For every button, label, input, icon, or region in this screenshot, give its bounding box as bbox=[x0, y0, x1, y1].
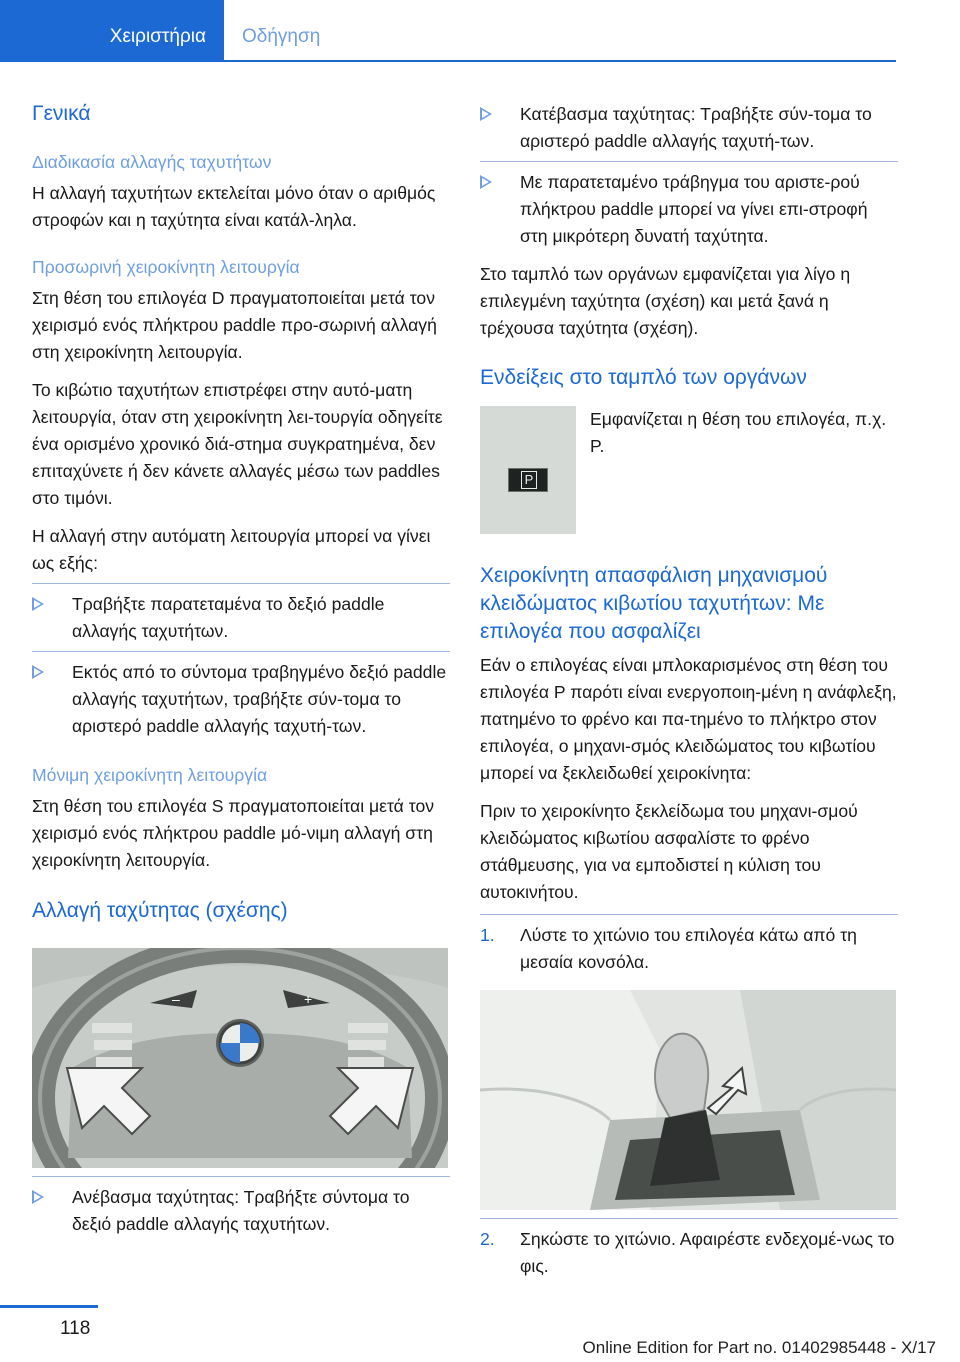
triangle-bullet-icon bbox=[32, 665, 44, 679]
heading-manual-unlock: Χειροκίνητη απασφάλιση μηχανισμού κλειδώματος κιβωτίου ταχυτήτων: Με επιλογέα που ασφαλίζει bbox=[480, 564, 828, 643]
paragraph-permanent: Στη θέση του επιλογέα S πραγματοποιείται μετά τον χειρισμό ενός πλήκτρου paddle μό-νιμη αλλαγή στη χειροκίνητη λειτουργία. bbox=[32, 796, 435, 870]
step-item bbox=[480, 1226, 898, 1280]
paddle-minus-label: – bbox=[172, 991, 180, 1007]
left-column bbox=[32, 92, 450, 1238]
paragraph-indicators: Εμφανίζεται η θέση του επιλογέα, π.χ. P. bbox=[590, 409, 887, 456]
step-item bbox=[480, 922, 898, 976]
list-item bbox=[480, 169, 898, 250]
list-separator bbox=[32, 651, 450, 652]
heading-permanent-manual: Μόνιμη χειροκίνητη λειτουργία bbox=[32, 765, 268, 785]
gear-indicator-box bbox=[508, 468, 548, 492]
heading-general: Γενικά bbox=[32, 102, 91, 125]
list-item bbox=[32, 591, 450, 645]
indicator-block bbox=[480, 406, 898, 534]
list-separator bbox=[32, 1176, 450, 1177]
paragraph-procedure: Η αλλαγή ταχυτήτων εκτελείται μόνο όταν ο αριθμός στροφών και η ταχύτητα είναι κατάλ-ληλα. bbox=[32, 183, 436, 230]
list-item-text: Ανέβασμα ταχύτητας: Τραβήξτε σύντομα το δεξιό paddle αλλαγής ταχυτήτων. bbox=[72, 1187, 410, 1234]
step-text: Σηκώστε το χιτώνιο. Αφαιρέστε ενδεχομέ-νως το φις. bbox=[520, 1229, 895, 1276]
gear-selector-illustration bbox=[480, 990, 896, 1210]
triangle-bullet-icon bbox=[480, 107, 492, 121]
list-item bbox=[480, 101, 898, 155]
paddle-plus-label: + bbox=[304, 991, 313, 1007]
step-text: Λύστε το χιτώνιο του επιλογέα κάτω από τη μεσαία κονσόλα. bbox=[520, 925, 857, 972]
heading-temporary-manual: Προσωρινή χειροκίνητη λειτουργία bbox=[32, 257, 300, 277]
heading-indicators: Ενδείξεις στο ταμπλό των οργάνων bbox=[480, 366, 807, 389]
steering-wheel-illustration bbox=[32, 948, 448, 1168]
heading-gear-change: Αλλαγή ταχύτητας (σχέσης) bbox=[32, 899, 288, 922]
list-item bbox=[32, 659, 450, 740]
paragraph-unlock-2: Πριν το χειροκίνητο ξεκλείδωμα του μηχανι-σμού κλειδώματος κιβωτίου ασφαλίστε το φρένο στάθμευσης, για να εμποδιστεί η κύλιση του αυτοκινήτου. bbox=[480, 801, 858, 902]
indicator-image bbox=[480, 406, 576, 534]
paragraph-temporary-3: Η αλλαγή στην αυτόματη λειτουργία μπορεί να γίνει ως εξής: bbox=[32, 526, 431, 573]
tab-controls[interactable] bbox=[0, 0, 224, 62]
edition-note: Online Edition for Part no. 01402985448 - X/17 bbox=[582, 1338, 936, 1357]
triangle-bullet-icon bbox=[32, 1190, 44, 1204]
header-bar bbox=[0, 0, 960, 62]
triangle-bullet-icon bbox=[32, 597, 44, 611]
list-separator bbox=[32, 583, 450, 584]
steering-wheel-image bbox=[32, 948, 448, 1168]
heading-procedure: Διαδικασία αλλαγής ταχυτήτων bbox=[32, 152, 272, 172]
paragraph-unlock-1: Εάν ο επιλογέας είναι μπλοκαρισμένος στη θέση του επιλογέα P παρότι είναι ενεργοποιη-μένη η ανάφλεξη, πατημένο το φρένο και πα-τημένο το πλήκτρο στον επιλογέα, ο μηχανι-σμός κλειδώματος του κιβωτίου μπορεί να ξεκλειδωθεί χειροκίνητα: bbox=[480, 655, 897, 783]
list-separator bbox=[480, 1218, 898, 1219]
triangle-bullet-icon bbox=[480, 175, 492, 189]
list-separator bbox=[480, 914, 898, 915]
gear-selector-image bbox=[480, 990, 896, 1210]
list-item bbox=[32, 1184, 450, 1238]
paragraph-temporary-2: Το κιβώτιο ταχυτήτων επιστρέφει στην αυτό-ματη λειτουργία, όταν στη χειροκίνητη λει-τουργία οδηγείτε ένα ορισμένο χρονικό διά-στημα συγκρατημένα, δεν επιταχύνετε ή δεν κάνετε αλλαγές μέσω των paddles στο τιμόνι. bbox=[32, 380, 443, 508]
list-separator bbox=[480, 161, 898, 162]
list-item-text: Τραβήξτε παρατεταμένα το δεξιό paddle αλλαγής ταχυτήτων. bbox=[72, 594, 385, 641]
list-item-text: Με παρατεταμένο τράβηγμα του αριστε-ρού πλήκτρου paddle μπορεί να γίνει επι-στροφή στη μικρότερη δυνατή ταχύτητα. bbox=[520, 172, 868, 246]
header-rule bbox=[224, 60, 896, 62]
gear-indicator-letter: P bbox=[521, 471, 537, 489]
tab-driving-label: Οδήγηση bbox=[242, 26, 321, 47]
tab-driving[interactable] bbox=[224, 0, 960, 62]
paragraph-temporary-1: Στη θέση του επιλογέα D πραγματοποιείται μετά τον χειρισμό ενός πλήκτρου paddle προ-σωρινή αλλαγή στη χειροκίνητη λειτουργία. bbox=[32, 288, 437, 362]
paragraph-display: Στο ταμπλό των οργάνων εμφανίζεται για λίγο η επιλεγμένη ταχύτητα (σχέση) και μετά ξανά η τρέχουσα ταχύτητα (σχέση). bbox=[480, 264, 851, 338]
list-item-text: Εκτός από το σύντομα τραβηγμένο δεξιό paddle αλλαγής ταχυτήτων, τραβήξτε σύν-τομα το αριστερό paddle αλλαγής ταχυτή-των. bbox=[72, 662, 447, 736]
right-column bbox=[480, 101, 898, 1280]
list-item-text: Κατέβασμα ταχύτητας: Τραβήξτε σύν-τομα το αριστερό paddle αλλαγής ταχυτή-των. bbox=[520, 104, 872, 151]
page-number: 118 bbox=[60, 1318, 91, 1339]
footer-rule bbox=[0, 1305, 98, 1308]
tab-controls-label: Χειριστήρια bbox=[109, 26, 206, 47]
step-number: 1. bbox=[480, 925, 495, 945]
step-number: 2. bbox=[480, 1229, 495, 1249]
